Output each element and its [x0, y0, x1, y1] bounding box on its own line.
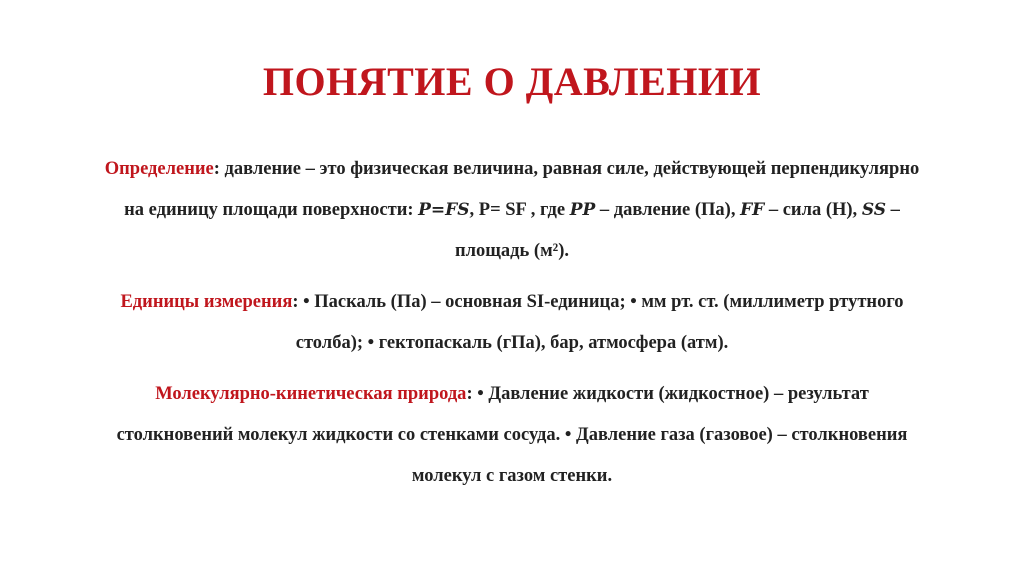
slide-body — [96, 149, 928, 507]
force-variable: FF — [740, 200, 765, 220]
definition-text-1: давление – это физическая величина, равная силе, действующей перпендикулярно на единицу площади поверхности: — [124, 159, 920, 220]
definition-text-4: – сила (Н), — [764, 200, 862, 220]
units-label: Единицы измерения — [120, 292, 293, 312]
definition-text-3: – давление (Па), — [595, 200, 741, 220]
molecular-paragraph — [96, 374, 928, 497]
units-paragraph — [96, 282, 928, 364]
units-text: • Паскаль (Па) – основная SI-единица; • мм рт. ст. (миллиметр ртутного столба); • гектопаскаль (гПа), бар, атмосфера (атм). — [295, 292, 904, 353]
units-colon: : — [292, 292, 299, 312]
definition-label: Определение — [104, 159, 214, 179]
molecular-colon: : — [466, 384, 473, 404]
molecular-text: • Давление жидкости (жидкостное) – результат столкновений молекул жидкости со стенками сосуда. • Давление газа (газовое) – столкновения молекул с газом стенки. — [116, 384, 908, 486]
molecular-label: Молекулярно-кинетическая природа — [155, 384, 467, 404]
definition-paragraph — [96, 149, 928, 272]
definition-colon: : — [213, 159, 220, 179]
area-variable: SS — [861, 200, 886, 220]
slide-title: ПОНЯТИЕ О ДАВЛЕНИИ — [262, 59, 762, 104]
pressure-variable: PP — [569, 200, 596, 220]
definition-text-5: – площадь (м²). — [454, 200, 900, 261]
definition-text-2: , P= SF , где — [469, 200, 570, 220]
pressure-formula: P=FS — [418, 200, 470, 220]
